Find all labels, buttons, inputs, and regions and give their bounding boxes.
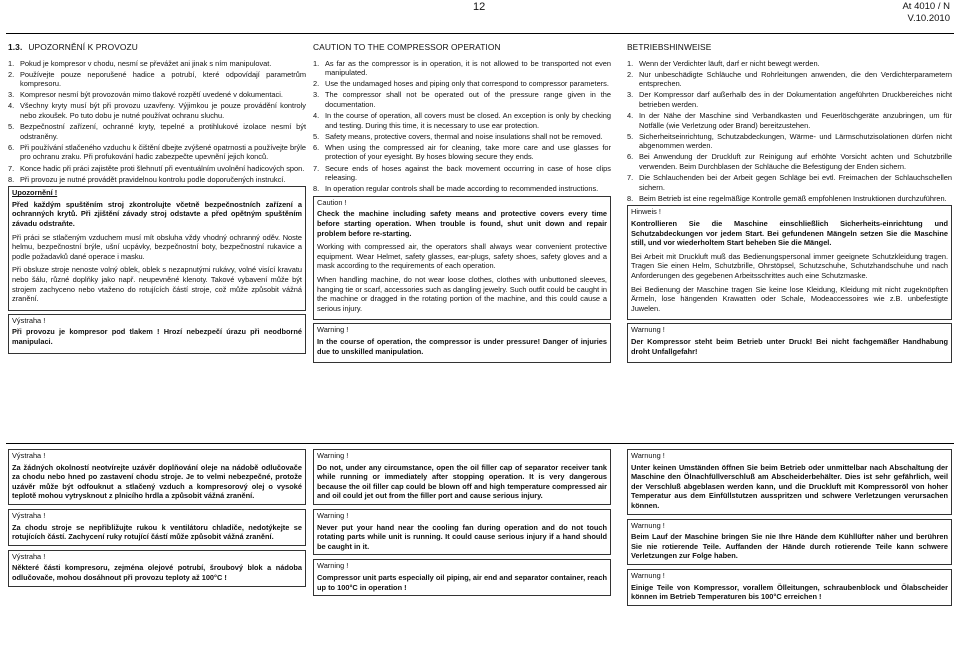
warning-title: Warnung ! (631, 570, 665, 580)
warning-title: Warning ! (317, 561, 349, 571)
czech-notice-bold: Před každým spuštěním stroj zkontrolujte včetně bezpečnostních zařízení a ochranných krytů. Při zjištění závady stroj odstavte a před opětným spuštěním závadu odstraňte. (12, 199, 302, 228)
list-item (627, 70, 952, 89)
german-notice-paragraph-1: Bei Arbeit mit Druckluft muß das Bedienungspersonal immer geeignete Schutzkleidung tragen. Tragen Sie einen Helm, Schutzbrille, Ohrstöpsel, Schutzschuhe, Schutzhandschuhe und nach Anforderungen des gegebenen Arbeitsschrittes auch eine Schutzmaske. (631, 251, 948, 280)
list-item-number: 6. (627, 152, 634, 162)
list-item (313, 164, 611, 183)
list-item-text: Bei Anwendung der Druckluft zur Reinigung auf erhöhte Vorsicht achten und Schutzbrille verwenden. Beim Durchblasen der Schläuche die Befestigung der Enden sichern. (639, 152, 952, 172)
list-item-text: Při provozu je nutné provádět pravidelnou kontrolu podle doporučených instrukcí. (20, 174, 286, 184)
list-item-number: 5. (8, 122, 15, 132)
warning-title: Warning ! (317, 510, 349, 520)
warning-text: Za žádných okolností neotvírejte uzávěr doplňování oleje na nádobě odlučovače za chodu nebo hned po zastavení chodu stroje. Je to velmi nebezpečné, protože uzávěr může být odfouknut a stlačený vzduch a kompresorový olej o vysoké teplotě mohou vytrysknout z plnicího hrdla a způsobit vážná zranění. (12, 462, 302, 501)
english-warning-title: Warning ! (317, 325, 349, 335)
czech-bottom-warnings (8, 449, 306, 591)
list-item (8, 101, 306, 120)
list-item-number: 3. (627, 90, 634, 100)
doc-ref-code: At 4010 / N (902, 1, 950, 12)
list-item-text: Používejte pouze neporušené hadice a potrubí, které odpovídají parametrům kompresoru. (20, 69, 306, 89)
list-item (627, 132, 952, 151)
list-item (313, 90, 611, 109)
list-item-text: Konce hadic při práci zajistěte proti šlehnutí při eventuálním uvolnění hadicových spon. (20, 163, 305, 173)
english-rules-list (313, 59, 611, 194)
list-item-number: 3. (8, 90, 15, 100)
warning-title: Výstraha ! (12, 551, 46, 561)
czech-warning-title: Výstraha ! (12, 315, 46, 325)
german-warning-title: Warnung ! (631, 325, 665, 335)
english-warning-bold: In the course of operation, the compressor is under pressure! Danger of injuries due to unskilled manipulation. (317, 336, 607, 356)
list-item-number: 4. (8, 101, 15, 111)
warning-box (8, 550, 306, 587)
list-item-number: 4. (627, 111, 634, 121)
list-item (313, 132, 611, 142)
document-reference (902, 1, 950, 25)
czech-rules-list (8, 59, 306, 185)
list-item-text: Safety means, protective covers, thermal and noise insulations shall not be removed. (325, 131, 603, 141)
warning-title: Výstraha ! (12, 510, 46, 520)
czech-warning-bold: Při provozu je kompresor pod tlakem ! Hrozí nebezpečí úrazu při neodborné manipulaci. (12, 327, 302, 346)
warning-box (313, 509, 611, 555)
list-item-text: Kompresor nesmí být provozován mimo tlakové rozpětí uvedené v dokumentaci. (20, 90, 283, 100)
warning-box (313, 449, 611, 505)
warning-text: Do not, under any circumstance, open the oil filler cap of separator receiver tank while running or immediately after stopping operation. It is very dangerous because the oil filler cap could be blown off and high temperature compressed air and oil could jet out from the filler port and cause serious injury. (317, 462, 607, 501)
list-item-number: 2. (313, 79, 320, 89)
list-item (313, 143, 611, 162)
list-item-number: 8. (313, 184, 320, 194)
english-caution-box (313, 196, 611, 321)
list-item-text: Sicherheitseinrichtung, Schutzabdeckungen, Wärme- und Lärmschutzisolationen dürfen nicht abgenommen werden. (639, 131, 952, 151)
list-item (8, 59, 306, 69)
header-rule (6, 33, 954, 34)
english-section-title: CAUTION TO THE COMPRESSOR OPERATION (313, 42, 501, 52)
section-divider (6, 443, 954, 444)
doc-ref-date: V.10.2010 (907, 13, 950, 24)
list-item (313, 111, 611, 130)
warning-title: Warning ! (317, 451, 349, 460)
list-item (627, 173, 952, 192)
german-notice-bold: Kontrollieren Sie die Maschine einschließlich Sicherheits-einrichtung und Schutzabdeckungen vor jedem Start. Bei gefundenen Mängeln setzen Sie die Maschine still, und vor wiederholtem Start beheben Sie die Mängel. (631, 219, 948, 248)
list-item-number: 2. (627, 69, 634, 79)
czech-section-number: 1.3. (8, 42, 23, 52)
list-item-number: 1. (627, 58, 634, 68)
warning-text: Unter keinen Umständen öffnen Sie beim Betrieb oder unmittelbar nach Abschaltung der Maschine den Ölnachfüllverschluß am Abscheiderbehälter. Dies ist sehr gefährlich, weil der Verschluß abgeblasen werden kann, und die Druckluft mit Kompressoröl von hoher Temperatur aus dem Einfüllstutzen ausspritzen und schwere Verletzungen verursachen können. (631, 462, 948, 510)
list-item-text: Beim Betrieb ist eine regelmäßige Kontrolle gemäß empfohlenen Instruktionen durchzuführen. (639, 193, 947, 203)
german-notice-box (627, 205, 952, 320)
german-notice-paragraph-2: Bei Bedienung der Maschine tragen Sie keine lose Kleidung, Kleidung mit nicht zugeknöpften Ärmeln, lose hängenden Krawatten oder Schale, Modeaccessoires wie z.B. unbefestigte Juwelen. (631, 284, 948, 313)
warning-text: Einige Teile von Kompressor, vorallem Ölleitungen, schraubenblock und Ölabscheider können im Betrieb Temperaturen bis 100°C erreichen ! (631, 582, 948, 602)
list-item (8, 70, 306, 89)
warning-box (8, 509, 306, 546)
list-item-number: 6. (313, 142, 320, 152)
warning-text: Některé části kompresoru, zejména olejové potrubí, šroubový blok a nádoba odlučovače, mohou dosáhnout při provozu teploty až 100°C ! (12, 563, 302, 582)
list-item-text: In operation regular controls shall be made according to recommended instructions. (325, 184, 599, 194)
czech-notice-paragraph-2: Při obsluze stroje nenoste volný oblek, oblek s nezapnutými rukávy, volné visící kravatu nebo šálu, různé doplňky jako např. neupevněné klenoty. Takové vybavení může být strojem zachyceno nebo vtaženo do rotujících částí stroje, což může způsobit vážná zranění. (12, 265, 302, 304)
list-item-number: 4. (313, 111, 320, 121)
czech-section-title (8, 43, 306, 53)
warning-box (627, 569, 952, 606)
english-warning-box (313, 323, 611, 363)
list-item-number: 8. (8, 174, 15, 184)
list-item (8, 175, 306, 185)
english-column (313, 43, 611, 363)
warning-box (8, 449, 306, 505)
german-notice-title: Hinweis ! (631, 207, 661, 217)
list-item-text: The compressor shall not be operated out of the pressure range given in the documentation. (325, 90, 611, 109)
warning-text: Compressor unit parts especially oil piping, air end and separator container, reach up to 100°C in operation ! (317, 572, 607, 592)
list-item-number: 3. (313, 90, 320, 100)
list-item-text: Bezpečnostní zařízení, ochranné kryty, tepelné a protihlukové izolace nesmí být odstraněny. (20, 122, 306, 141)
list-item-text: Nur unbeschädigte Schläuche und Rohrleitungen anwenden, die den Verdichterparametern entsprechen. (639, 69, 952, 89)
list-item-text: Der Kompressor darf außerhalb des in der Dokumentation angeführten Druckbereiches nicht betrieben werden. (639, 90, 952, 109)
czech-warning-box (8, 314, 306, 354)
warning-box (627, 449, 952, 515)
czech-notice-title: Upozornění ! (12, 188, 58, 198)
list-item (8, 164, 306, 174)
german-rules-list (627, 59, 952, 204)
list-item-text: When using the compressed air for cleaning, take more care and use glasses for protection of your eyesight. By hoses blowing secure they ends. (325, 142, 611, 162)
czech-notice-paragraph-1: Při práci se stlačeným vzduchem musí mít obsluha vždy vhodný ochranný oděv. Noste helmu, bezpečnostní brýle, ušní ucpávky, bezpečnostní boty, bezpečnostní rukavice a podle požadavků dané operace i masku. (12, 232, 302, 261)
list-item-text: Všechny kryty musí být při provozu uzavřeny. Výjimkou je pouze provádění kontroly nebo zkoušek. Po tuto dobu je nutné používat ochranu sluchu. (20, 101, 306, 121)
english-caution-paragraph-1: Working with compressed air, the operators shall always wear convenient protective equipment. Wear Helmet, safety glasses, ear-plugs, safety shoes, safety gloves and a mask according to the requirements of each operation. (317, 242, 607, 271)
warning-box (627, 519, 952, 565)
german-column (627, 43, 952, 363)
list-item (313, 59, 611, 78)
german-warning-bold: Der Kompressor steht beim Betrieb unter Druck! Bei nicht fachgemäßer Handhabung droht Unfallgefahr! (631, 336, 948, 356)
german-section-title: BETRIEBSHINWEISE (627, 42, 712, 52)
list-item-number: 2. (8, 69, 15, 79)
list-item-number: 7. (627, 173, 634, 183)
list-item-text: As far as the compressor is in operation, it is not allowed to be transported not even manipulated. (325, 58, 611, 78)
list-item (627, 59, 952, 69)
list-item-number: 6. (8, 142, 15, 152)
list-item-text: Secure ends of hoses against the back movement occurring in case of hose clips releasing. (325, 163, 611, 183)
list-item (627, 152, 952, 171)
german-bottom-warnings (627, 449, 952, 610)
list-item (627, 194, 952, 204)
english-caution-bold: Check the machine including safety means and protective covers every time before starting operation. When trouble is found, shut unit down and repair problem before re-starting. (317, 209, 607, 238)
german-warning-box (627, 323, 952, 363)
warning-title: Výstraha ! (12, 451, 46, 460)
list-item-text: Při používání stlačeného vzduchu k čištění dbejte zvýšené opatrnosti a používejte brýle pro ochranu zraku. Při profukování hadic zabezpečte upevnění jejich konců. (20, 142, 306, 162)
warning-title: Warnung ! (631, 520, 665, 530)
list-item-number: 7. (8, 163, 15, 173)
list-item-text: In der Nähe der Maschine sind Verbandkasten und Feuerlöschgeräte anzubringen, um für Notfälle (wie Verletzung oder Brand) bereitzustehen. (639, 111, 952, 130)
page-number: 12 (473, 1, 486, 13)
list-item-text: In the course of operation, all covers must be closed. An exception is only by checking and testing. During this time, it is necessary to use ear protection. (325, 111, 611, 130)
list-item-text: Pokud je kompresor v chodu, nesmí se převážet ani jinak s ním manipulovat. (20, 58, 272, 68)
list-item-number: 1. (8, 58, 15, 68)
warning-text: Never put your hand near the cooling fan during operation and do not touch rotating parts while unit is running. It could cause serious injury if a hand should be caught in it. (317, 522, 607, 551)
list-item-number: 8. (627, 193, 634, 203)
warning-text: Beim Lauf der Maschine bringen Sie nie Ihre Hände dem Kühllüfter näher und berühren Sie nie rotierende Teile. Auffanden der Hände durch rotierende Teile kann schwere Verletzungen zur Folge haben. (631, 532, 948, 561)
list-item (313, 79, 611, 89)
list-item-number: 7. (313, 163, 320, 173)
english-caution-paragraph-2: When handling machine, do not wear loose clothes, clothes with unbuttoned sleeves, hanging tie or scarf, accessories such as dangling jewelry. Such outfit could be caught in the machine or dragged in the rotating portion of the machine, and this could cause a serious injury. (317, 274, 607, 313)
list-item-text: Wenn der Verdichter läuft, darf er nicht bewegt werden. (639, 58, 820, 68)
list-item (627, 90, 952, 109)
list-item (8, 90, 306, 100)
list-item (8, 143, 306, 162)
warning-title: Warnung ! (631, 451, 665, 460)
list-item (313, 184, 611, 194)
list-item-text: Die Schlauchenden bei der Arbeit gegen Schläge bei evtl. Freimachen der Schlauchschellen sichern. (639, 173, 952, 192)
czech-column (8, 43, 306, 354)
list-item-number: 1. (313, 58, 320, 68)
list-item (627, 111, 952, 130)
warning-text: Za chodu stroje se nepřibližujte rukou k ventilátoru chladiče, nedotýkejte se rotujících částí. Zachycení ruky rotující částí může způsobit vážná zranění. (12, 522, 302, 542)
english-caution-title: Caution ! (317, 197, 347, 207)
list-item (8, 122, 306, 141)
english-bottom-warnings (313, 449, 611, 600)
list-item-text: Use the undamaged hoses and piping only that correspond to compressor parameters. (325, 79, 609, 89)
czech-section-title-text: UPOZORNĚNÍ K PROVOZU (28, 42, 138, 52)
list-item-number: 5. (627, 131, 634, 141)
list-item-number: 5. (313, 131, 320, 141)
czech-notice-box (8, 186, 306, 311)
warning-box (313, 559, 611, 596)
